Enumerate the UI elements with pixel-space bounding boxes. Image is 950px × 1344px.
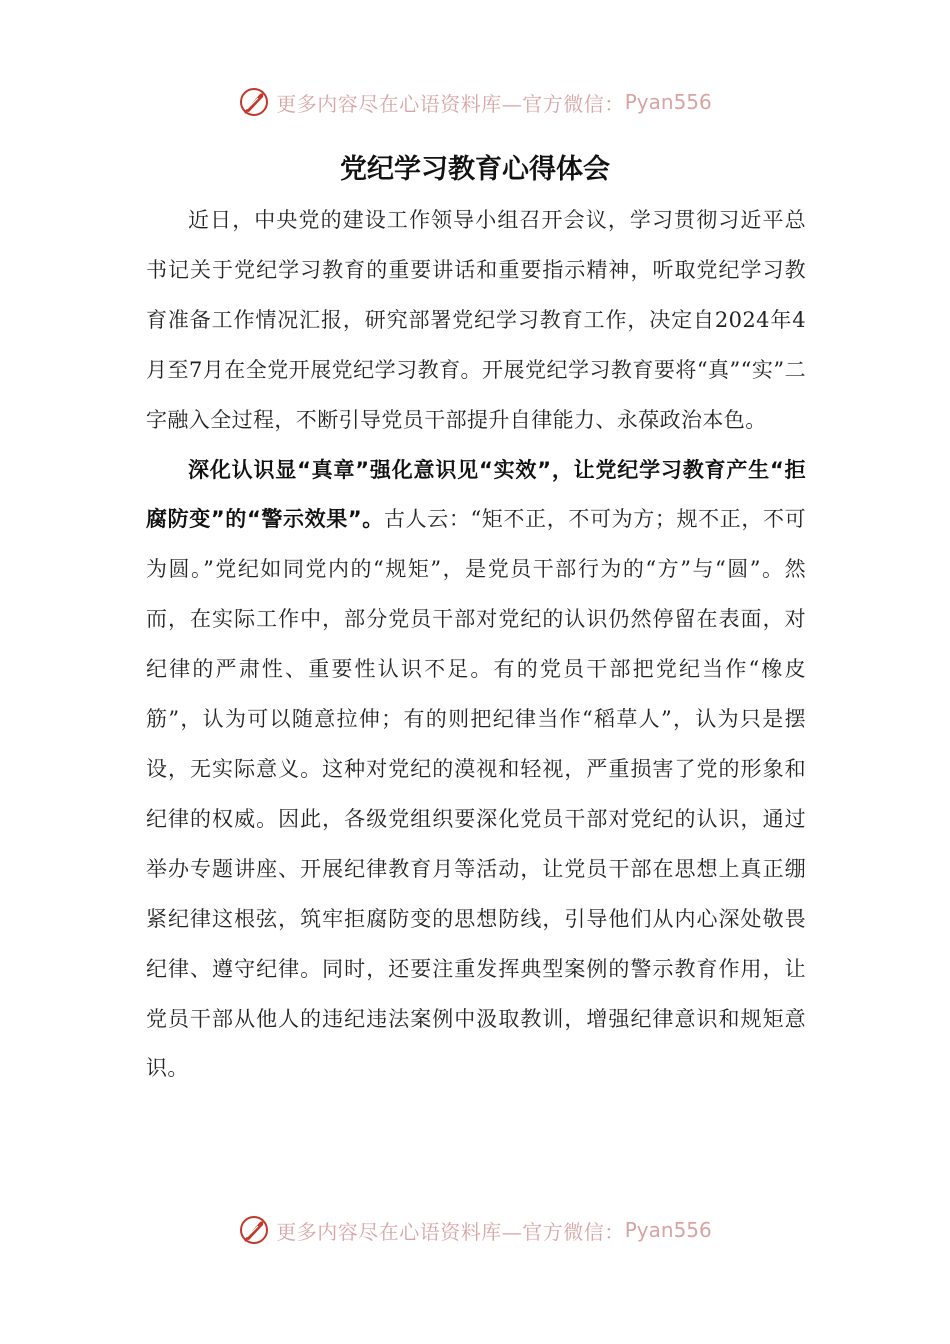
banner-text: 更多内容尽在心语资料库—官方微信： — [276, 91, 625, 116]
footer-banner — [0, 1210, 950, 1250]
header-banner — [0, 82, 950, 122]
paragraph-intro — [146, 196, 806, 446]
document-body — [146, 196, 806, 1094]
quill-logo-icon — [238, 86, 270, 118]
paragraph-section-1 — [146, 446, 806, 1095]
paragraph-intro-text: 近日，中央党的建设工作领导小组召开会议，学习贯彻习近平总书记关于党纪学习教育的重要讲话和重要指示精神，听取党纪学习教育准备工作情况汇报，研究部署党纪学习教育工作，决定自2024年4月至7月在全党开展党纪学习教育。开展党纪学习教育要将“真”“实”二字融入全过程，不断引导党员干部提升自律能力、永葆政治本色。 — [146, 208, 806, 432]
paragraph-section-1-text: 古人云：“矩不正，不可为方；规不正，不可为圆。”党纪如同党内的“规矩”，是党员干部行为的“方”与“圆”。然而，在实际工作中，部分党员干部对党纪的认识仍然停留在表面，对纪律的严肃性、重要性认识不足。有的党员干部把党纪当作“橡皮筋”，认为可以随意拉伸；有的则把纪律当作“稻草人”，认为只是摆设，无实际意义。这种对党纪的漠视和轻视，严重损害了党的形象和纪律的权威。因此，各级党组织要深化党员干部对党纪的认识，通过举办专题讲座、开展纪律教育月等活动，让党员干部在思想上真正绷紧纪律这根弦，筑牢拒腐防变的思想防线，引导他们从内心深处敬畏纪律、遵守纪律。同时，还要注重发挥典型案例的警示教育作用，让党员干部从他人的违纪违法案例中汲取教训，增强纪律意识和规矩意识。 — [146, 507, 806, 1081]
banner-wechat-handle: Pyan556 — [624, 90, 712, 114]
banner-wechat-handle: Pyan556 — [624, 1218, 712, 1242]
section-1-heading: 深化认识显“真章”强化意识见“实效”，让党纪学习教育产生“拒腐防变”的“警示效果”。 — [146, 457, 806, 532]
page-title: 党纪学习教育心得体会 — [340, 154, 610, 185]
quill-logo-icon — [238, 1214, 270, 1246]
banner-text: 更多内容尽在心语资料库—官方微信： — [276, 1219, 625, 1244]
